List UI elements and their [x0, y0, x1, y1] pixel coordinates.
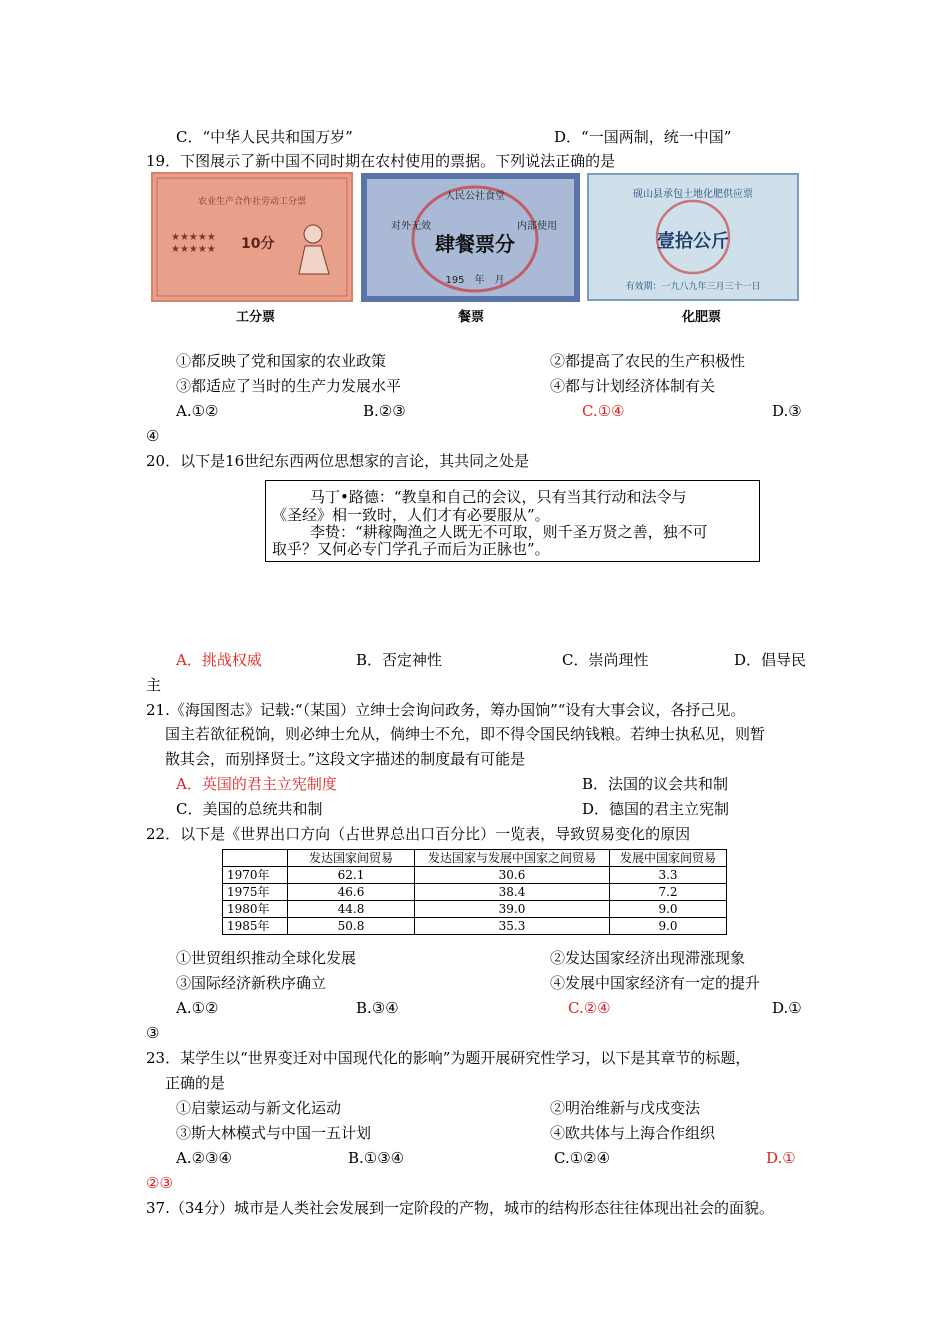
ticket3-validity: 有效期：一九八九年三月三十一日 — [625, 282, 761, 292]
table-cell: 62.1 — [288, 867, 415, 884]
table-row — [223, 867, 727, 884]
q19-option-c-answer: C.①④ — [582, 402, 625, 420]
table-header-cell: 发达国家与发展中国家之间贸易 — [415, 850, 610, 867]
table-cell: 3.3 — [610, 867, 727, 884]
table-cell: 46.6 — [288, 884, 415, 901]
table-cell: 1970年 — [223, 867, 288, 884]
table-cell: 1975年 — [223, 884, 288, 901]
q18-option-d: D．“一国两制，统一中国” — [554, 128, 732, 146]
quote-line-2: 《圣经》相一致时，人们才有必要服从”。 — [272, 506, 550, 524]
q23-stem-line-1: 23．某学生以“世界变迁对中国现代化的影响”为题开展研究性学习，以下是其章节的标题， — [146, 1049, 751, 1067]
quote-line-1: 马丁•路德：“教皇和自己的会议，只有当其行动和法令与 — [310, 488, 687, 506]
ticket2-side-left: 对外无效 — [391, 221, 431, 232]
q23-option-c: C.①②④ — [554, 1149, 611, 1167]
q23-option-b: B.①③④ — [348, 1149, 405, 1167]
q22-statement-3: ③国际经济新秩序确立 — [176, 974, 327, 992]
q20-stem: 20．以下是16世纪东西两位思想家的言论，其共同之处是 — [146, 452, 530, 470]
ticket2-year: 195 年 月 — [445, 275, 505, 286]
q20-option-a-answer: A．挑战权威 — [176, 651, 262, 669]
q23-statement-2: ②明治维新与戊戌变法 — [550, 1099, 701, 1117]
q19-statement-1: ①都反映了党和国家的农业政策 — [176, 352, 387, 370]
table-cell: 9.0 — [610, 901, 727, 918]
q19-option-b: B.②③ — [363, 402, 406, 420]
q22-statement-2: ②发达国家经济出现滞涨现象 — [550, 949, 746, 967]
table-cell: 35.3 — [415, 918, 610, 935]
ticket2-header: 人民公社食堂 — [445, 191, 505, 202]
q22-option-a: A.①② — [176, 999, 219, 1017]
q21-stem-line-3: 散其会，而别择贤士。”这段文字描述的制度最有可能是 — [165, 750, 526, 768]
q21-option-d: D．德国的君主立宪制 — [582, 800, 730, 818]
q23-statement-4: ④欧共体与上海合作组织 — [550, 1124, 716, 1142]
svg-text:★★★★★: ★★★★★ — [171, 232, 216, 243]
table-cell: 1985年 — [223, 918, 288, 935]
q22-stem: 22．以下是《世界出口方向（占世界总出口百分比）一览表，导致贸易变化的原因 — [146, 825, 691, 843]
table-row — [223, 918, 727, 935]
q20-option-d: D．倡导民 — [734, 651, 807, 669]
ticket3-caption: 化肥票 — [682, 310, 722, 325]
q22-option-b: B.③④ — [356, 999, 399, 1017]
ticket1-header: 农业生产合作社劳动工分票 — [197, 197, 307, 207]
workpoint-ticket-image — [151, 172, 353, 302]
table-cell: 1980年 — [223, 901, 288, 918]
table-cell: 39.0 — [415, 901, 610, 918]
table-cell: 9.0 — [610, 918, 727, 935]
fertilizer-ticket-image — [587, 173, 799, 301]
table-cell: 44.8 — [288, 901, 415, 918]
ticket3-header: 砚山县承包土地化肥供应票 — [633, 189, 753, 200]
table-cell: 38.4 — [415, 884, 610, 901]
q19-option-a: A.①② — [176, 402, 219, 420]
q18-option-c: C．“中华人民共和国万岁” — [176, 128, 353, 146]
q20-option-d-wrap: 主 — [146, 676, 162, 694]
q22-statement-4: ④发展中国家经济有一定的提升 — [550, 974, 761, 992]
q19-statement-2: ②都提高了农民的生产积极性 — [550, 352, 746, 370]
q21-option-c: C．美国的总统共和制 — [176, 800, 323, 818]
q22-option-d-wrap: ③ — [146, 1024, 160, 1042]
q22-option-c-answer: C.②④ — [568, 999, 611, 1017]
table-header-cell — [223, 850, 288, 867]
table-header-cell: 发达国家间贸易 — [288, 850, 415, 867]
q22-option-d: D.① — [772, 999, 802, 1017]
svg-text:★★★★★: ★★★★★ — [171, 244, 216, 255]
quote-line-3: 李贽：“耕稼陶渔之人既无不可取，则千圣万贤之善，独不可 — [310, 523, 708, 541]
q21-option-b: B．法国的议会共和制 — [582, 775, 729, 793]
q19-option-d: D.③ — [772, 402, 802, 420]
table-cell: 30.6 — [415, 867, 610, 884]
q23-option-d-answer-wrap: ②③ — [146, 1174, 173, 1192]
ticket2-caption: 餐票 — [458, 310, 485, 325]
q20-option-b: B．否定神性 — [356, 651, 443, 669]
q19-option-d-wrap: ④ — [146, 427, 160, 445]
q23-stem-line-2: 正确的是 — [165, 1074, 226, 1092]
table-cell: 7.2 — [610, 884, 727, 901]
q23-option-d-answer: D.① — [766, 1149, 796, 1167]
q23-statement-1: ①启蒙运动与新文化运动 — [176, 1099, 342, 1117]
meal-ticket-image — [361, 173, 580, 302]
q21-stem-line-2: 国主若欲征税饷，则必绅士允从，倘绅士不允，即不得令国民纳钱粮。若绅士执私见，则暂 — [165, 725, 766, 743]
table-row — [223, 884, 727, 901]
q21-stem-line-1: 21.《海国图志》记载:“（某国）立绅士会询问政务，筹办国饷”“设有大事会议，各抒己见。 — [146, 701, 746, 719]
ticket3-value: 壹拾公斤 — [657, 231, 729, 252]
q19-statement-4: ④都与计划经济体制有关 — [550, 377, 716, 395]
q22-statement-1: ①世贸组织推动全球化发展 — [176, 949, 357, 967]
q23-option-a: A.②③④ — [176, 1149, 232, 1167]
q37-stem: 37.（34分）城市是人类社会发展到一定阶段的产物，城市的结构形态往往体现出社会的面貌。 — [146, 1199, 774, 1217]
q19-stem: 19．下图展示了新中国不同时期在农村使用的票据。下列说法正确的是 — [146, 152, 616, 170]
table-header-row — [223, 850, 727, 867]
ticket1-caption: 工分票 — [236, 310, 276, 325]
q21-option-a-answer: A．英国的君主立宪制度 — [176, 775, 337, 793]
q19-statement-3: ③都适应了当时的生产力发展水平 — [176, 377, 402, 395]
ticket1-value: 10分 — [241, 236, 275, 252]
q20-option-c: C．崇尚理性 — [562, 651, 649, 669]
ticket2-value: 肆餐票分 — [435, 232, 515, 256]
quote-line-4: 取乎？又何必专门学孔子而后为正脉也”。 — [272, 540, 550, 558]
ticket2-side-right: 内部使用 — [517, 221, 557, 232]
q23-statement-3: ③斯大林模式与中国一五计划 — [176, 1124, 372, 1142]
trade-table — [222, 849, 727, 935]
table-cell: 50.8 — [288, 918, 415, 935]
table-header-cell: 发展中国家间贸易 — [610, 850, 727, 867]
table-row — [223, 901, 727, 918]
